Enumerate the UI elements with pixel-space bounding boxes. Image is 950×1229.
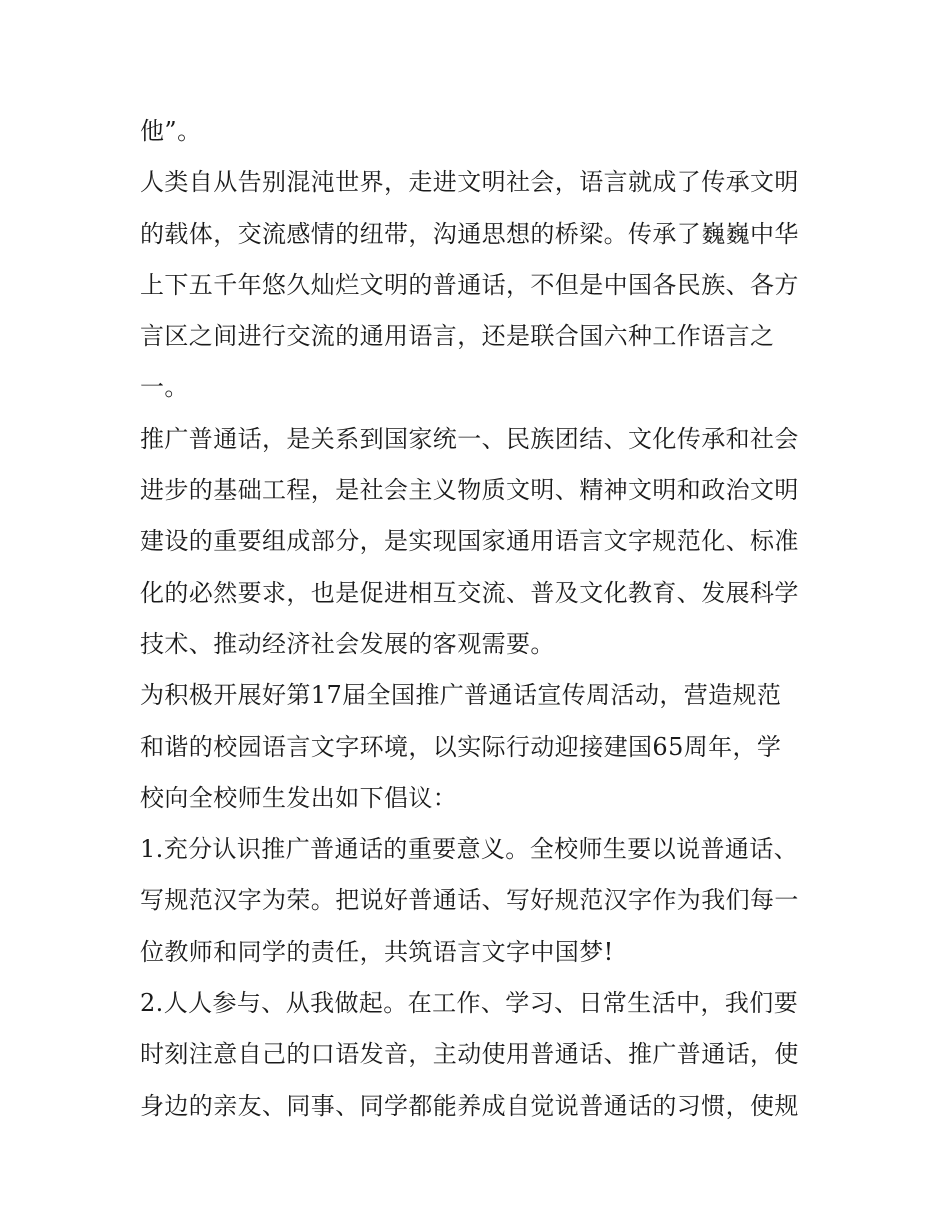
text-line: 推广普通话，是关系到国家统一、民族团结、文化传承和社会: [140, 424, 799, 453]
text-line: 1.充分认识推广普通话的重要意义。全校师生要以说普通话、: [140, 835, 799, 864]
text-line: 技术、推动经济社会发展的客观需要。: [140, 629, 555, 658]
text-line: 的载体，交流感情的纽带，沟通思想的桥梁。传承了巍巍中华: [140, 219, 799, 248]
text-line: 进步的基础工程，是社会主义物质文明、精神文明和政治文明: [140, 476, 799, 505]
text-line: 言区之间进行交流的通用语言，还是联合国六种工作语言之: [140, 322, 775, 351]
text-line: 人类自从告别混沌世界，走进文明社会，语言就成了传承文明: [140, 168, 799, 197]
text-line: 上下五千年悠久灿烂文明的普通话，不但是中国各民族、各方: [140, 270, 799, 299]
text-line: 他”。: [140, 117, 202, 145]
document-body: [140, 106, 816, 1132]
text-line: 校向全校师生发出如下倡议：: [140, 783, 458, 812]
text-line: 身边的亲友、同事、同学都能养成自觉说普通话的习惯，使规: [140, 1091, 799, 1120]
text-line: 和谐的校园语言文字环境，以实际行动迎接建国65周年，学: [140, 732, 782, 761]
text-line: 2.人人参与、从我做起。在工作、学习、日常生活中，我们要: [140, 989, 799, 1018]
text-line: 一。: [140, 373, 189, 402]
text-line: 位教师和同学的责任，共筑语言文字中国梦!: [140, 937, 614, 966]
text-line: 化的必然要求，也是促进相互交流、普及文化教育、发展科学: [140, 578, 799, 607]
text-line: 写规范汉字为荣。把说好普通话、写好规范汉字作为我们每一: [140, 886, 799, 915]
text-line: 时刻注意自己的口语发音，主动使用普通话、推广普通话，使: [140, 1040, 799, 1069]
text-line: 建设的重要组成部分，是实现国家通用语言文字规范化、标准: [140, 527, 799, 556]
text-line: 为积极开展好第17届全国推广普通话宣传周活动，营造规范: [140, 681, 782, 710]
